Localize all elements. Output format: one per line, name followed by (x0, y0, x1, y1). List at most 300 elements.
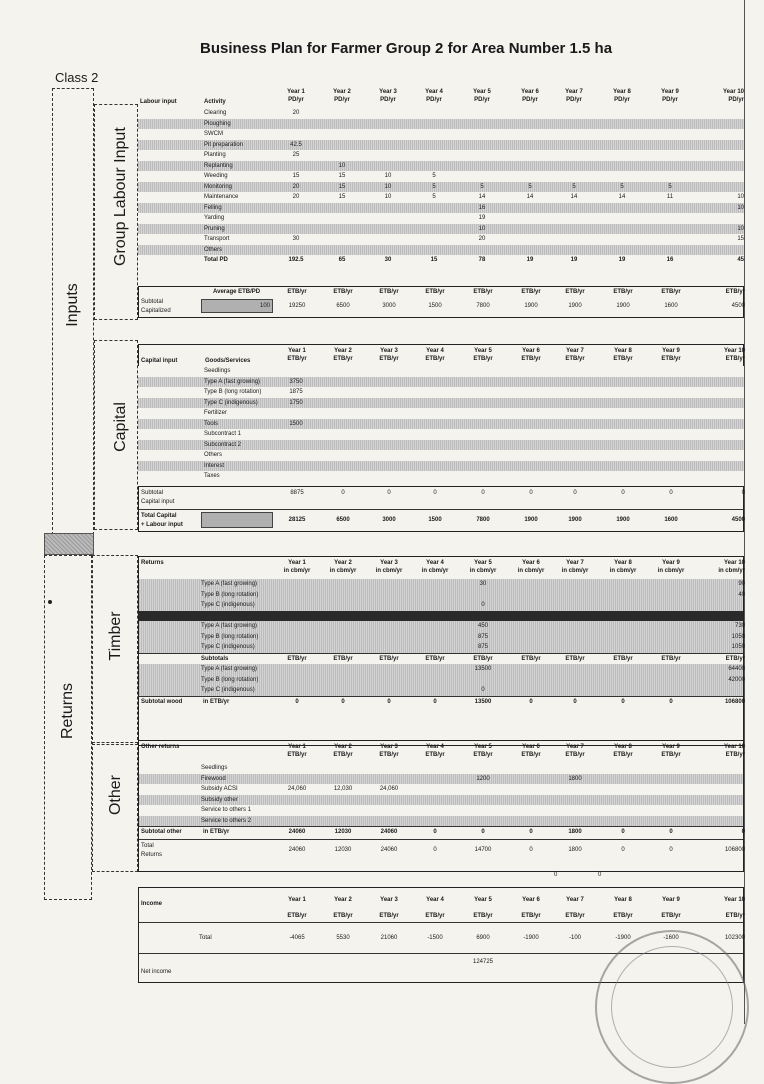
subtotal-wood-label: Subtotal wood (141, 698, 183, 705)
value-cell: 1800 (568, 775, 582, 782)
table-row (139, 642, 743, 653)
value-cell: 6500 (336, 303, 350, 309)
timber-dark-separator (139, 611, 743, 622)
avg-value-box (201, 299, 273, 313)
value-cell: 1900 (616, 517, 630, 523)
table-row (138, 245, 744, 256)
value-cell: 14 (618, 194, 626, 200)
row-label: Subsidy ACSI (201, 786, 238, 792)
year-header: Year 10 in cbm/yr (718, 560, 745, 574)
row-label: Transport (204, 236, 230, 242)
extra-zero: 0 (598, 872, 602, 878)
subtotals-label: Subtotals (201, 655, 229, 662)
value-cell: 20 (478, 236, 486, 242)
row-label: SWCM (204, 131, 223, 137)
table-row (138, 161, 744, 172)
table-row (138, 119, 744, 130)
year-header: Year 1 ETB/yr (287, 744, 307, 758)
table-row (139, 763, 743, 774)
table-row (139, 795, 743, 806)
capital-subtotal-row (139, 487, 743, 509)
value-cell: 5 (528, 183, 532, 190)
row-label: Interest (204, 462, 225, 469)
row-label: Planting (204, 152, 226, 158)
value-cell: 25 (292, 152, 300, 158)
year-header: Year 10 ETB/yr (723, 897, 745, 919)
year-header: Year 8 PD/yr (613, 89, 631, 103)
capital-header-goods: Goods/Services (205, 358, 251, 364)
value-cell: 106800 (724, 698, 745, 705)
page-title: Business Plan for Farmer Group 2 for Area Number 1.5 ha (200, 40, 613, 57)
row-label: Type B (long rotation) (204, 389, 262, 395)
year-header: Year 8 ETB/yr (613, 348, 633, 362)
income-total-label: Total (199, 935, 212, 941)
table-row (139, 590, 743, 601)
table-row (139, 675, 743, 686)
value-cell: 1800 (568, 829, 582, 835)
capital-rows-block (138, 366, 744, 482)
unit-header: ETB/yr (379, 289, 399, 295)
table-row (138, 377, 744, 388)
row-label: Others (204, 246, 223, 253)
value-cell: 1900 (568, 303, 582, 309)
row-label: Type C (indigenous) (204, 399, 258, 406)
table-row (138, 471, 744, 482)
value-cell: 10 (384, 194, 392, 200)
labour-total-row (138, 255, 744, 266)
value-cell: 10 (384, 173, 392, 179)
value-cell: 192.5 (288, 257, 304, 263)
capital-total-box (201, 512, 273, 528)
capital-label: Capital (112, 402, 129, 452)
subtotal-other-unit: in ETB/yr (203, 829, 230, 835)
value-cell: 7800 (476, 303, 490, 309)
income-header-label: Income (141, 901, 163, 907)
value-cell: 1900 (568, 517, 582, 523)
value-cell: 10 (478, 225, 486, 232)
year-header: Year 6 ETB/yr (521, 744, 541, 758)
value-cell: 21060 (380, 935, 398, 941)
subtotal-wood-row (139, 696, 743, 708)
value-cell: 16 (666, 257, 674, 263)
value-cell: 4500 (731, 303, 745, 309)
year-header: Year 10 ETB/yr (723, 744, 745, 758)
capital-subtotal-label: Subtotal Capital input (141, 490, 175, 505)
value-cell: 0 (529, 490, 533, 496)
timber-table (138, 556, 744, 746)
year-header: Year 6 in cbm/yr (517, 560, 545, 574)
table-row (138, 408, 744, 419)
value-cell: 3750 (289, 378, 303, 385)
value-cell: 1900 (524, 303, 538, 309)
value-cell: 19 (618, 257, 626, 263)
value-cell: 20 (292, 110, 300, 116)
unit-header: ETB/yr (521, 655, 541, 662)
value-cell: 0 (741, 829, 745, 835)
value-cell: 0 (341, 490, 345, 496)
value-cell: 14 (478, 194, 486, 200)
year-header: Year 7 ETB/yr (565, 744, 585, 758)
row-label: Monitoring (204, 183, 233, 190)
row-label: Fertilizer (204, 410, 228, 416)
value-cell: 6900 (476, 935, 490, 941)
value-cell: 0 (433, 698, 437, 705)
row-label: Clearing (204, 110, 227, 116)
value-cell: 5 (432, 173, 436, 179)
value-cell: 19 (526, 257, 534, 263)
value-cell: 42.5 (290, 141, 302, 148)
unit-header: ETB/yr (379, 655, 399, 662)
year-header: Year 5 PD/yr (473, 89, 491, 103)
value-cell: 730 (734, 623, 745, 629)
table-row (139, 664, 743, 675)
row-label: Pit preparation (204, 141, 244, 148)
timber-cbm-rows (139, 579, 743, 611)
year-header: Year 3 ETB/yr (379, 897, 399, 919)
labour-header-label: Labour input (140, 99, 177, 105)
value-cell: 0 (669, 847, 673, 853)
value-cell: 24,060 (287, 786, 307, 792)
value-cell: 64400 (728, 666, 745, 672)
value-cell: 875 (477, 644, 488, 650)
value-cell: 30 (479, 581, 487, 587)
table-row (138, 150, 744, 161)
capital-header-label: Capital input (141, 358, 178, 364)
value-cell: -1900 (523, 935, 539, 941)
value-cell: 875 (477, 633, 488, 640)
other-returns-header-label: Other returns (141, 744, 180, 750)
value-cell: -100 (568, 935, 581, 941)
table-row (138, 182, 744, 193)
year-header: Year 10 ETB/yr (723, 348, 745, 362)
value-cell: 40 (738, 591, 745, 598)
value-cell: 24060 (288, 847, 306, 853)
value-cell: 0 (387, 490, 391, 496)
year-header: Year 9 ETB/yr (661, 348, 681, 362)
year-header: Year 10 PD/yr (722, 89, 744, 103)
value-cell: 1900 (616, 303, 630, 309)
value-cell: 78 (478, 257, 486, 263)
value-cell: 28125 (288, 517, 306, 523)
income-header-row (139, 888, 743, 922)
year-header: Year 3 ETB/yr (379, 744, 399, 758)
year-header: Year 8 ETB/yr (613, 897, 633, 919)
table-row (138, 461, 744, 472)
returns-header-label: Returns (141, 560, 164, 566)
value-cell: 0 (669, 829, 673, 835)
row-label: Subsidy other (201, 796, 238, 803)
value-cell: 19 (478, 215, 486, 221)
year-header: Year 4 ETB/yr (425, 744, 445, 758)
value-cell: 10 (338, 162, 346, 169)
labour-header-activity: Activity (204, 99, 226, 105)
unit-header: ETB/yr (473, 289, 493, 295)
row-label: Type C (indigenous) (201, 644, 255, 650)
value-cell: 15 (430, 257, 438, 263)
year-header: Year 9 ETB/yr (661, 744, 681, 758)
subtotal-label: Subtotal Capitalized (141, 299, 171, 314)
year-header: Year 6 ETB/yr (521, 348, 541, 362)
value-cell: 3000 (382, 303, 396, 309)
value-cell: 90 (738, 581, 745, 587)
table-row (138, 440, 744, 451)
table-row (138, 140, 744, 151)
year-header: Year 9 in cbm/yr (657, 560, 685, 574)
year-header: Year 2 ETB/yr (333, 744, 353, 758)
table-row (139, 774, 743, 785)
value-cell: -1900 (615, 935, 631, 941)
row-label: Ploughing (204, 120, 231, 127)
bullet-icon (48, 600, 52, 604)
value-cell: 3000 (382, 517, 396, 523)
year-header: Year 4 ETB/yr (425, 348, 445, 362)
value-cell: 1500 (289, 420, 303, 427)
value-cell: 5 (480, 183, 484, 190)
value-cell: 106800 (724, 847, 745, 853)
row-label: Seedlings (201, 765, 228, 771)
unit-header: ETB/yr (725, 655, 745, 662)
value-cell: 42000 (728, 676, 745, 683)
row-label: Pruning (204, 225, 225, 232)
value-cell: 10 (384, 183, 392, 190)
year-header: Year 2 PD/yr (333, 89, 351, 103)
capital-table (138, 344, 744, 366)
year-header: Year 1 in cbm/yr (283, 560, 311, 574)
row-label: Others (204, 452, 223, 458)
avg-value: 100 (259, 303, 270, 309)
value-cell: 0 (529, 847, 533, 853)
value-cell: 19 (570, 257, 578, 263)
row-label: Subcontract 2 (204, 441, 242, 448)
row-label: Service to others 1 (201, 807, 252, 813)
row-label: Type C (indigenous) (201, 687, 255, 693)
year-header: Year 5 ETB/yr (473, 897, 493, 919)
value-cell: 8875 (290, 490, 304, 496)
value-cell: 0 (573, 698, 577, 705)
value-cell: 15 (338, 183, 346, 190)
value-cell: 1050 (731, 644, 745, 650)
unit-header: ETB/yr (725, 289, 745, 295)
year-header: Year 5 in cbm/yr (469, 560, 497, 574)
value-cell: 1600 (664, 303, 678, 309)
other-label: Other (107, 775, 124, 816)
year-header: Year 7 PD/yr (565, 89, 583, 103)
row-label: Type C (indigenous) (201, 602, 255, 608)
value-cell: 15 (338, 194, 346, 200)
year-header: Year 8 in cbm/yr (609, 560, 637, 574)
value-cell: -1500 (427, 935, 443, 941)
unit-header: ETB/yr (613, 289, 633, 295)
year-header: Year 9 ETB/yr (661, 897, 681, 919)
unit-header: ETB/yr (333, 655, 353, 662)
year-header: Year 7 ETB/yr (565, 897, 585, 919)
value-cell: 5 (668, 183, 672, 190)
value-cell: 1800 (568, 847, 582, 853)
table-row (138, 429, 744, 440)
year-header: Year 5 ETB/yr (473, 348, 493, 362)
inputs-label: Inputs (64, 283, 81, 327)
capital-subtotal-box (138, 486, 744, 532)
value-cell: 0 (621, 490, 625, 496)
table-row (138, 419, 744, 430)
total-returns-row (139, 839, 743, 864)
value-cell: 7800 (476, 517, 490, 523)
value-cell: 102300 (724, 935, 745, 941)
unit-header: ETB/yr (565, 289, 585, 295)
timber-price-rows (139, 621, 743, 653)
year-header: Year 1 PD/yr (287, 89, 305, 103)
value-cell: 16 (478, 204, 486, 211)
row-label: Firewood (201, 775, 226, 782)
other-returns-table (138, 740, 744, 872)
year-header: Year 8 ETB/yr (613, 744, 633, 758)
value-cell: 4500 (731, 517, 745, 523)
table-row (139, 632, 743, 643)
table-row (139, 579, 743, 590)
year-header: Year 2 in cbm/yr (329, 560, 357, 574)
unit-header: ETB/yr (661, 289, 681, 295)
total-pd-label: Total PD (204, 257, 228, 263)
row-label: Type A (fast growing) (204, 378, 261, 385)
value-cell: 24060 (288, 829, 306, 835)
table-row (139, 621, 743, 632)
labour-subtotal-row (139, 298, 743, 316)
year-header: Year 1 ETB/yr (287, 897, 307, 919)
row-label: Felling (204, 204, 222, 211)
unit-header: ETB/yr (287, 289, 307, 295)
value-cell: 1600 (664, 517, 678, 523)
table-row (139, 600, 743, 611)
value-cell: 0 (481, 829, 485, 835)
capital-rows (138, 366, 744, 482)
row-label: Subcontract 1 (204, 431, 242, 437)
page-edge-line (744, 0, 745, 1024)
avg-row (139, 287, 743, 298)
returns-label: Returns (59, 682, 76, 740)
value-cell: 0 (433, 829, 437, 835)
table-row (138, 192, 744, 203)
value-cell: 19250 (288, 303, 306, 309)
subtotal-wood-unit: in ETB/yr (203, 698, 230, 705)
value-cell: 0 (669, 490, 673, 496)
value-cell: 0 (621, 847, 625, 853)
class-label: Class 2 (55, 70, 99, 85)
value-cell: 14 (570, 194, 578, 200)
unit-header: ETB/yr (287, 655, 307, 662)
value-cell: -4065 (289, 935, 305, 941)
other-rows (139, 763, 743, 826)
table-row (138, 213, 744, 224)
labour-subtotal-box (138, 286, 744, 318)
table-row (139, 784, 743, 795)
table-row (138, 203, 744, 214)
value-cell: 10 (737, 225, 744, 232)
unit-header: ETB/yr (565, 655, 585, 662)
value-cell: 20 (292, 183, 300, 190)
value-cell: 0 (621, 698, 625, 705)
value-cell: 65 (338, 257, 346, 263)
value-cell: 14 (526, 194, 534, 200)
year-header: Year 5 ETB/yr (473, 744, 493, 758)
value-cell: 0 (433, 847, 437, 853)
table-row (138, 450, 744, 461)
labour-table (138, 86, 744, 266)
table-row (138, 387, 744, 398)
row-label: Maintenance (204, 194, 239, 200)
value-cell: 5 (620, 183, 624, 190)
value-cell: 30 (384, 257, 392, 263)
year-header: Year 2 ETB/yr (333, 897, 353, 919)
unit-header: ETB/yr (333, 289, 353, 295)
group-labour-input-label: Group Labour Input (112, 127, 129, 266)
value-cell: 10 (737, 194, 744, 200)
value-cell: 24060 (380, 829, 398, 835)
capital-total-label: Total Capital + Labour input (141, 513, 183, 528)
value-cell: 24,060 (379, 786, 399, 792)
value-cell: 1500 (428, 303, 442, 309)
row-label: Taxes (204, 473, 220, 479)
value-cell: 24060 (380, 847, 398, 853)
row-label: Tools (204, 420, 219, 427)
year-header: Year 6 PD/yr (521, 89, 539, 103)
value-cell: 0 (341, 698, 345, 705)
year-header: Year 2 ETB/yr (333, 348, 353, 362)
value-cell: 1500 (428, 517, 442, 523)
other-header-row (139, 741, 743, 763)
table-row (138, 366, 744, 377)
net-income-label: Net income (141, 969, 172, 975)
value-cell: 0 (621, 829, 625, 835)
official-stamp (595, 930, 749, 1084)
timber-header-row (139, 557, 743, 579)
value-cell: 0 (481, 687, 485, 693)
unit-header: ETB/yr (521, 289, 541, 295)
table-row (138, 171, 744, 182)
year-header: Year 1 ETB/yr (287, 348, 307, 362)
value-cell: 13500 (474, 666, 492, 672)
value-cell: 15 (292, 173, 300, 179)
row-label: Type B (long rotation) (201, 676, 259, 683)
value-cell: 12,030 (333, 786, 353, 792)
value-cell: 0 (669, 698, 673, 705)
value-cell: -1600 (663, 935, 679, 941)
year-header: Year 3 in cbm/yr (375, 560, 403, 574)
row-label: Type B (long rotation) (201, 591, 259, 598)
value-cell: 5530 (336, 935, 350, 941)
subtotal-other-label: Subtotal other (141, 829, 182, 835)
value-cell: 0 (741, 490, 745, 496)
unit-header: ETB/yr (425, 655, 445, 662)
year-header: Year 4 ETB/yr (425, 897, 445, 919)
value-cell: 12030 (334, 847, 352, 853)
value-cell: 1750 (289, 399, 303, 406)
table-row (138, 398, 744, 409)
year-header: Year 3 ETB/yr (379, 348, 399, 362)
year-header: Year 9 PD/yr (661, 89, 679, 103)
value-cell: 0 (387, 698, 391, 705)
value-cell: 5 (572, 183, 576, 190)
unit-header: ETB/yr (661, 655, 681, 662)
value-cell: 0 (529, 829, 533, 835)
row-label: Service to others 2 (201, 817, 252, 824)
value-cell: 30 (292, 236, 300, 242)
table-row (138, 234, 744, 245)
subtotal-other-row (139, 826, 743, 839)
row-label: Type A (fast growing) (201, 666, 258, 672)
value-cell: 10 (737, 204, 744, 211)
year-header: Year 7 ETB/yr (565, 348, 585, 362)
value-cell: 15 (737, 236, 744, 242)
